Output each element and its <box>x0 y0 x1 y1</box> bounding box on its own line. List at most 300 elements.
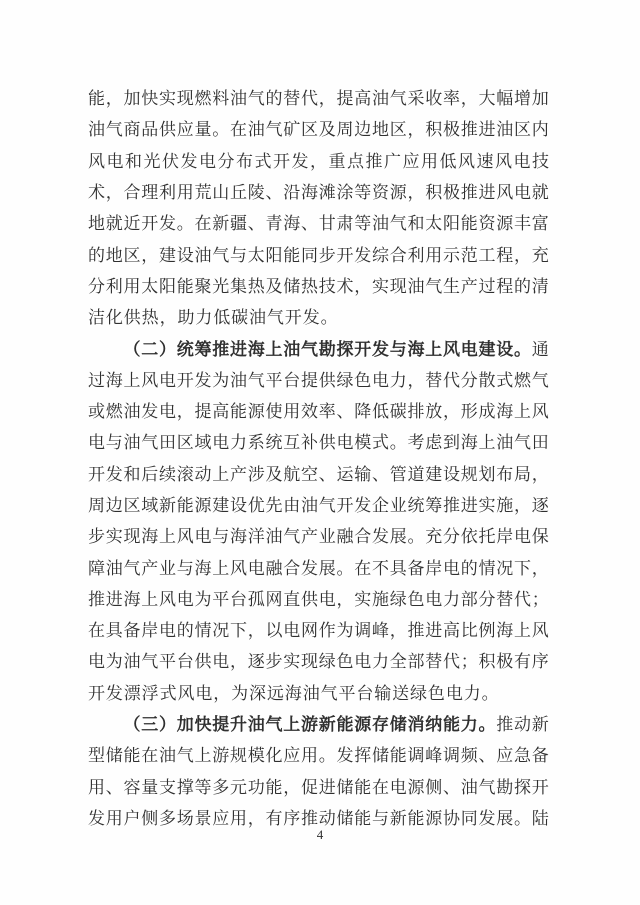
body-character: 推 <box>365 151 383 171</box>
body-character: 与 <box>105 433 123 453</box>
body-character: 积 <box>425 183 443 203</box>
body-character: 推 <box>460 120 478 140</box>
heading-character: 加 <box>176 715 194 735</box>
body-character: 气 <box>531 370 549 390</box>
body-character: 区 <box>176 433 194 453</box>
body-character: 色 <box>427 683 445 703</box>
body-character: 利 <box>407 245 425 265</box>
body-character: 油 <box>249 308 267 328</box>
body-character: 资 <box>372 183 389 203</box>
body-character: 电 <box>88 652 105 672</box>
body-character: 矿 <box>283 120 301 140</box>
text-line <box>88 237 549 268</box>
body-character: 降 <box>354 402 372 422</box>
text-line <box>88 457 549 488</box>
body-character: 台 <box>230 589 247 609</box>
body-character: 系 <box>247 433 265 453</box>
heading-character: 。 <box>478 715 496 735</box>
heading-character: 能 <box>443 715 460 735</box>
body-character: 能 <box>265 777 283 797</box>
body-character: ， <box>247 621 265 641</box>
body-character: 山 <box>212 183 230 203</box>
body-character: 的 <box>265 89 283 109</box>
body-character: 风 <box>159 589 176 609</box>
body-character: 油 <box>123 402 141 422</box>
body-character: 气 <box>265 120 283 140</box>
body-character: 气 <box>212 245 230 265</box>
body-character: 现 <box>176 89 194 109</box>
body-character: 。 <box>176 214 194 234</box>
heading-character: 力 <box>460 715 478 735</box>
body-character: 程 <box>496 245 514 265</box>
heading-character: 能 <box>336 715 354 735</box>
body-character: 能 <box>176 276 194 296</box>
body-character: 输 <box>354 464 372 484</box>
body-character: 和 <box>125 151 142 171</box>
body-character: ， <box>531 464 549 484</box>
body-character: 油 <box>496 433 514 453</box>
page-number: 4 <box>316 827 324 842</box>
body-character: ， <box>213 683 231 703</box>
body-character: 收 <box>425 89 443 109</box>
heading-character: （ <box>123 715 141 735</box>
body-character: 不 <box>372 558 389 578</box>
body-character: 速 <box>476 151 494 171</box>
body-character: 分 <box>443 527 460 547</box>
body-character: 用 <box>283 402 301 422</box>
body-character: 用 <box>105 808 123 828</box>
body-character: 广 <box>384 151 401 171</box>
text-line <box>88 519 549 550</box>
body-character: 绿 <box>336 370 354 390</box>
body-character: 气 <box>141 652 159 672</box>
body-character: ， <box>230 652 247 672</box>
body-character: 与 <box>372 808 389 828</box>
body-character: 到 <box>443 433 460 453</box>
body-character: 备 <box>531 746 549 766</box>
body-character: 积 <box>425 120 443 140</box>
body-character: 的 <box>460 558 478 578</box>
body-character: ， <box>141 245 159 265</box>
body-character: 支 <box>159 777 176 797</box>
body-character: 现 <box>301 652 318 672</box>
body-character: 源 <box>194 496 212 515</box>
body-character: 与 <box>212 527 230 547</box>
body-character: 气 <box>389 214 407 234</box>
body-character: 展 <box>496 808 514 828</box>
body-character: 资 <box>478 214 496 234</box>
body-character: 电 <box>425 589 443 609</box>
body-character: ， <box>407 370 425 390</box>
body-character: 洁 <box>88 308 105 328</box>
body-character: 产 <box>301 527 318 547</box>
body-character: 甘 <box>318 214 336 234</box>
body-character: 海 <box>301 183 318 203</box>
body-character: 海 <box>141 527 159 547</box>
body-character: 替 <box>425 652 443 672</box>
body-character: 滩 <box>318 183 336 203</box>
body-character: 加 <box>531 89 549 109</box>
body-character: 分 <box>460 370 478 390</box>
body-character: 网 <box>265 589 283 609</box>
text-line <box>88 582 549 613</box>
body-character: 热 <box>247 276 265 296</box>
body-character: 推 <box>88 589 105 609</box>
text-line <box>88 707 549 738</box>
body-character: 式 <box>496 370 514 390</box>
body-character: 频 <box>460 746 478 766</box>
body-character: 布 <box>496 464 514 484</box>
body-character: 就 <box>531 183 549 203</box>
heading-character: 上 <box>425 339 443 359</box>
body-character: 上 <box>478 433 496 453</box>
body-character: 增 <box>514 89 531 109</box>
body-character: 海 <box>123 589 141 609</box>
body-character: 发 <box>302 308 320 328</box>
body-character: 电 <box>513 151 531 171</box>
body-character: 上 <box>123 370 141 390</box>
body-character: 散 <box>478 370 496 390</box>
body-character: 供 <box>123 308 141 328</box>
body-character: 台 <box>283 370 301 390</box>
body-character: 现 <box>123 527 141 547</box>
body-character: 平 <box>265 370 283 390</box>
body-character: 。 <box>320 308 338 328</box>
body-character: 动 <box>514 715 531 735</box>
body-character: 开 <box>273 151 290 171</box>
heading-character: 消 <box>407 715 425 735</box>
body-character: 能 <box>354 777 372 797</box>
body-character: 青 <box>265 214 283 234</box>
body-character: 障 <box>88 558 105 578</box>
heading-character: 进 <box>230 339 247 359</box>
body-character: 平 <box>159 652 176 672</box>
body-character: 丰 <box>514 214 531 234</box>
body-character: ， <box>159 308 177 328</box>
body-character: 同 <box>460 808 478 828</box>
body-character: 能 <box>123 746 141 766</box>
body-character: 虑 <box>425 433 443 453</box>
body-character: 输 <box>374 683 392 703</box>
body-character: 品 <box>141 120 159 140</box>
body-character: 极 <box>496 652 514 672</box>
body-character: 风 <box>496 183 514 203</box>
body-character: 新 <box>212 214 230 234</box>
body-character: 充 <box>425 527 443 547</box>
body-character: 开 <box>88 683 105 703</box>
body-character: 洋 <box>247 527 265 547</box>
body-character: 电 <box>514 527 531 547</box>
body-character: 源 <box>389 183 407 203</box>
body-character: 太 <box>141 276 159 296</box>
body-character: 发 <box>301 558 318 578</box>
body-character: 替 <box>496 589 514 609</box>
body-character: 。 <box>481 683 499 703</box>
body-character: 重 <box>328 151 346 171</box>
body-character: 替 <box>283 89 301 109</box>
text-line <box>88 175 549 206</box>
body-character: 保 <box>531 527 549 547</box>
body-character: 、 <box>443 777 460 797</box>
body-character: 设 <box>443 464 460 484</box>
body-character: 电 <box>389 777 407 797</box>
text-line <box>88 300 549 331</box>
heading-character: 设 <box>496 339 514 359</box>
body-character: 示 <box>443 245 460 265</box>
body-character: 大 <box>478 89 496 109</box>
body-character: 就 <box>105 214 123 234</box>
body-character: 代 <box>443 370 460 390</box>
body-character: 田 <box>531 433 549 453</box>
body-character: 风 <box>531 621 549 641</box>
body-character: 过 <box>478 276 496 296</box>
body-character: 发 <box>336 746 354 766</box>
heading-character: 统 <box>176 339 194 359</box>
body-character: 上 <box>514 621 531 641</box>
body-character: 勘 <box>496 777 514 797</box>
body-character: 推 <box>460 183 478 203</box>
heading-character: 三 <box>141 715 159 735</box>
heading-character: 风 <box>443 339 460 359</box>
body-character: 平 <box>212 589 230 609</box>
body-character: ， <box>443 402 460 422</box>
body-character: 域 <box>141 496 159 515</box>
body-character: 分 <box>478 589 496 609</box>
body-character: 储 <box>372 746 389 766</box>
body-character: 充 <box>531 245 549 265</box>
body-character: 后 <box>141 464 159 484</box>
body-character: 送 <box>392 683 410 703</box>
body-character: 地 <box>372 120 389 140</box>
body-character: 例 <box>478 621 496 641</box>
body-character: 程 <box>496 276 514 296</box>
body-character: 促 <box>301 777 318 797</box>
heading-character: 纳 <box>425 715 443 735</box>
body-character: 式 <box>254 151 272 171</box>
body-character: 田 <box>159 433 176 453</box>
heading-character: 。 <box>514 339 531 359</box>
body-character: 模 <box>354 433 372 453</box>
body-character: 油 <box>407 276 425 296</box>
body-character: 代 <box>301 89 318 109</box>
body-character: ， <box>354 276 372 296</box>
body-character: 边 <box>354 120 372 140</box>
body-character: 的 <box>176 621 194 641</box>
body-character: 。 <box>318 746 336 766</box>
body-character: 区 <box>123 245 141 265</box>
body-character: 发 <box>194 370 212 390</box>
body-character: 低 <box>372 402 389 422</box>
body-character: 代 <box>514 589 531 609</box>
body-character: 气 <box>247 370 265 390</box>
body-character: 生 <box>443 276 460 296</box>
body-character: 局 <box>514 464 531 484</box>
body-character: 或 <box>88 402 105 422</box>
body-character: 为 <box>336 621 354 641</box>
heading-character: ） <box>159 715 176 735</box>
body-character: 绿 <box>318 652 336 672</box>
body-character: 撑 <box>176 777 194 797</box>
body-character: 源 <box>425 808 443 828</box>
body-character: 况 <box>496 558 514 578</box>
body-character: 电 <box>159 402 176 422</box>
body-character: 序 <box>531 652 549 672</box>
body-character: 上 <box>159 527 176 547</box>
body-character: 、 <box>372 464 389 484</box>
body-character: 探 <box>514 777 531 797</box>
body-character: 优 <box>247 496 265 515</box>
body-character: 提 <box>194 402 212 422</box>
body-character: 业 <box>318 527 336 547</box>
body-character: 动 <box>318 808 336 828</box>
body-character: 应 <box>176 120 194 140</box>
text-line <box>88 112 549 143</box>
body-character: 在 <box>88 621 105 641</box>
body-character: 油 <box>123 652 141 672</box>
body-character: 燃 <box>194 89 212 109</box>
body-character: 设 <box>230 496 247 515</box>
body-character: 油 <box>496 120 514 140</box>
body-character: 协 <box>443 808 460 828</box>
body-character: 风 <box>176 527 194 547</box>
body-character: 源 <box>496 214 514 234</box>
body-character: 合 <box>389 245 407 265</box>
body-character: 开 <box>176 370 194 390</box>
body-character: 步 <box>265 652 283 672</box>
body-character: 光 <box>143 151 161 171</box>
body-character: ， <box>460 89 478 109</box>
body-character: 合 <box>283 558 301 578</box>
text-line <box>88 331 549 362</box>
body-character: 电 <box>195 683 213 703</box>
body-character: 场 <box>176 808 194 828</box>
body-character: 色 <box>336 652 354 672</box>
heading-character: 海 <box>247 339 265 359</box>
body-character: 用 <box>88 777 105 797</box>
body-character: 助 <box>177 308 195 328</box>
body-character: 开 <box>88 464 105 484</box>
body-character: 运 <box>336 464 354 484</box>
body-character: 油 <box>88 120 105 140</box>
body-character: 电 <box>212 433 230 453</box>
body-character: 用 <box>301 746 318 766</box>
heading-character: 勘 <box>318 339 336 359</box>
body-character: 力 <box>463 683 481 703</box>
body-character: 在 <box>354 558 372 578</box>
body-character: 及 <box>265 276 283 296</box>
body-character: 在 <box>230 120 247 140</box>
body-character: 空 <box>301 464 318 484</box>
body-character: 区 <box>514 120 531 140</box>
body-character: 在 <box>372 777 389 797</box>
body-character: 采 <box>407 89 425 109</box>
body-character: 业 <box>389 496 407 515</box>
body-character: 上 <box>141 589 159 609</box>
body-character: 疆 <box>230 214 247 234</box>
body-character: 发 <box>354 496 372 515</box>
body-character: 荒 <box>194 183 212 203</box>
body-character: 急 <box>514 746 531 766</box>
body-character: 供 <box>318 433 336 453</box>
body-character: 放 <box>425 402 443 422</box>
body-character: 太 <box>247 245 265 265</box>
body-character: 应 <box>402 151 420 171</box>
body-character: 供 <box>318 370 336 390</box>
body-character: 备 <box>123 621 141 641</box>
body-character: 道 <box>407 464 425 484</box>
body-character: 伏 <box>162 151 179 171</box>
body-character: 及 <box>265 464 283 484</box>
body-character: 序 <box>283 808 301 828</box>
body-character: 油 <box>302 683 320 703</box>
body-character: 光 <box>212 276 230 296</box>
body-character: 等 <box>354 214 372 234</box>
body-character: 企 <box>372 496 389 515</box>
body-character: 海 <box>284 683 302 703</box>
body-character: 推 <box>301 808 318 828</box>
body-character: 。 <box>336 558 354 578</box>
body-character: 景 <box>194 808 212 828</box>
body-character: 业 <box>159 558 176 578</box>
body-character: 阳 <box>443 214 460 234</box>
body-character: 上 <box>514 402 531 422</box>
body-character: 气 <box>105 120 123 140</box>
body-character: 油 <box>372 89 389 109</box>
body-character: 电 <box>283 621 301 641</box>
body-character: 发 <box>372 527 389 547</box>
body-character: 比 <box>460 621 478 641</box>
text-line <box>88 613 549 644</box>
body-character: 高 <box>443 621 460 641</box>
body-character: 幅 <box>496 89 514 109</box>
body-character: 为 <box>212 370 230 390</box>
body-character: 海 <box>283 214 301 234</box>
heading-character: （ <box>123 339 141 359</box>
body-character: 考 <box>407 433 425 453</box>
body-character: 发 <box>105 464 123 484</box>
body-character: 备 <box>407 558 425 578</box>
body-character: 多 <box>212 777 230 797</box>
text-line <box>88 550 549 581</box>
body-character: 电 <box>247 558 265 578</box>
body-character: 进 <box>460 496 478 515</box>
body-character: 补 <box>301 433 318 453</box>
body-character: 开 <box>531 777 549 797</box>
body-character: 内 <box>531 120 549 140</box>
body-character: 统 <box>407 496 425 515</box>
body-character: 气 <box>389 89 407 109</box>
body-character: 实 <box>354 589 372 609</box>
heading-character: 与 <box>389 339 407 359</box>
body-character: 步 <box>318 245 336 265</box>
body-character: 推 <box>407 621 425 641</box>
body-character: ， <box>283 777 301 797</box>
body-character: 为 <box>105 652 123 672</box>
body-character: 。 <box>389 433 407 453</box>
body-character: 力 <box>389 370 407 390</box>
text-line <box>88 770 549 801</box>
body-character: 热 <box>301 276 318 296</box>
body-character: 风 <box>88 151 105 171</box>
body-character: 以 <box>265 621 283 641</box>
body-character: 集 <box>230 276 247 296</box>
body-character: 提 <box>301 370 318 390</box>
body-character: 区 <box>301 120 318 140</box>
heading-character: 推 <box>212 339 230 359</box>
body-character: 阳 <box>159 276 176 296</box>
body-character: 极 <box>443 120 460 140</box>
body-character: ， <box>310 151 327 171</box>
